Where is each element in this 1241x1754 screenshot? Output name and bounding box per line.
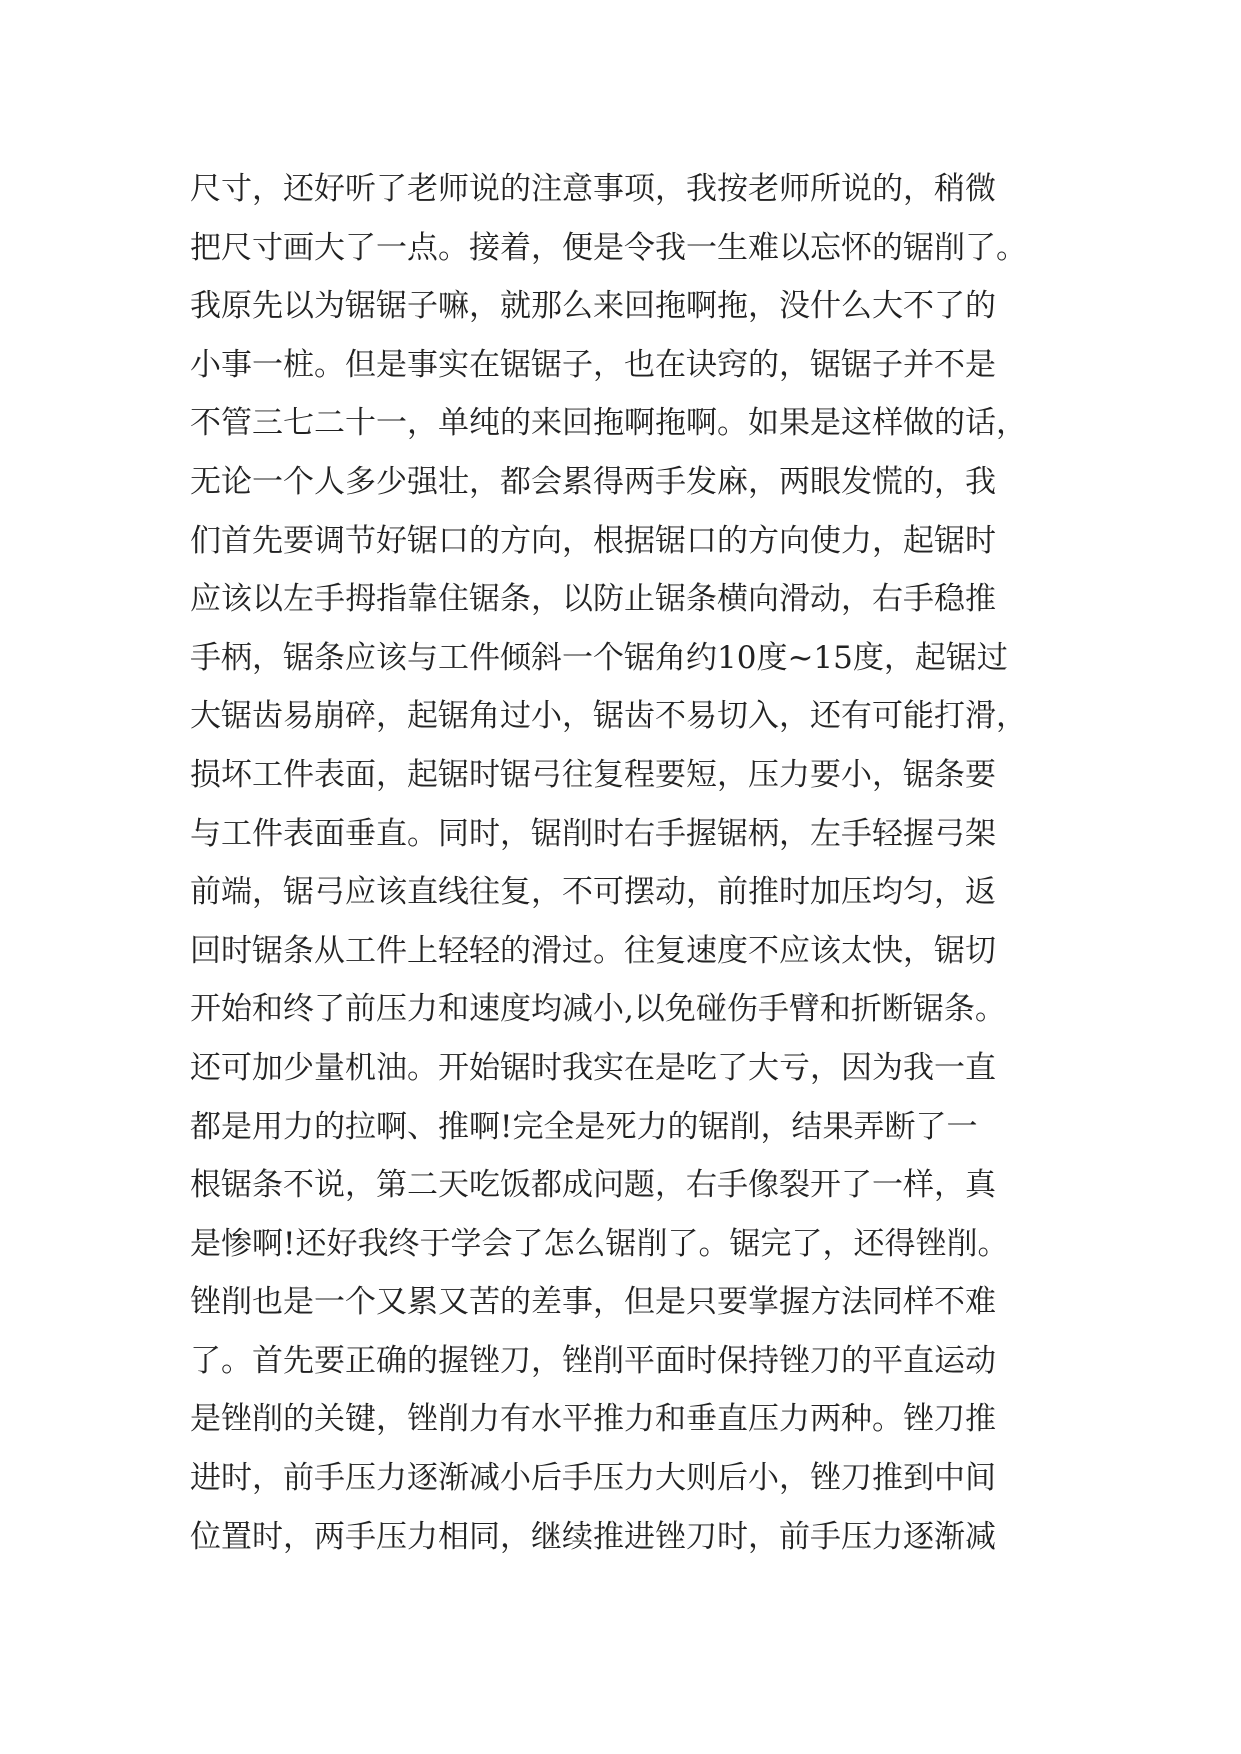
text-line: 小事一桩。但是事实在锯锯子，也在诀窍的，锯锯子并不是 [190, 346, 996, 383]
text-line: 与工件表面垂直。同时，锯削时右手握锯柄，左手轻握弓架 [190, 815, 996, 852]
text-line: 我原先以为锯锯子嘛，就那么来回拖啊拖，没什么大不了的 [190, 288, 996, 325]
text-line: 尺寸，还好听了老师说的注意事项，我按老师所说的，稍微 [190, 171, 996, 207]
text-line: 锉削也是一个又累又苦的差事，但是只要掌握方法同样不难 [190, 1284, 996, 1321]
text-line: 位置时，两手压力相同，继续推进锉刀时，前手压力逐渐减 [190, 1518, 996, 1555]
text-line: 应该以左手拇指靠住锯条，以防止锯条横向滑动，右手稳推 [190, 581, 996, 618]
text-line: 大锯齿易崩碎，起锯角过小，锯齿不易切入，还有可能打滑， [190, 698, 1027, 735]
text-line: 进时，前手压力逐渐减小后手压力大则后小，锉刀推到中间 [190, 1460, 996, 1497]
text-line: 开始和终了前压力和速度均减小,以免碰伤手臂和折断锯条。 [190, 991, 1006, 1028]
text-line: 损坏工件表面，起锯时锯弓往复程要短，压力要小，锯条要 [190, 756, 996, 793]
text-line: 根锯条不说，第二天吃饭都成问题，右手像裂开了一样，真 [190, 1167, 996, 1204]
text-line: 不管三七二十一，单纯的来回拖啊拖啊。如果是这样做的话， [190, 405, 1027, 442]
text-line: 把尺寸画大了一点。接着，便是令我一生难以忘怀的锯削了。 [190, 229, 1027, 266]
text-line: 无论一个人多少强壮，都会累得两手发麻，两眼发慌的，我 [190, 463, 996, 500]
text-line: 还可加少量机油。开始锯时我实在是吃了大亏，因为我一直 [190, 1049, 996, 1086]
text-line: 回时锯条从工件上轻轻的滑过。往复速度不应该太快，锯切 [190, 932, 996, 969]
text-line: 是锉削的关键，锉削力有水平推力和垂直压力两种。锉刀推 [190, 1401, 996, 1438]
text-line: 都是用力的拉啊、推啊!完全是死力的锯削，结果弄断了一 [190, 1108, 978, 1145]
text-line: 们首先要调节好锯口的方向，根据锯口的方向使力，起锯时 [190, 522, 996, 559]
text-line: 了。首先要正确的握锉刀，锉削平面时保持锉刀的平直运动 [190, 1342, 996, 1379]
text-line: 是惨啊!还好我终于学会了怎么锯削了。锯完了，还得锉削。 [190, 1225, 1009, 1262]
body-text [190, 160, 1070, 1566]
text-line: 前端，锯弓应该直线往复，不可摆动，前推时加压均匀，返 [190, 874, 996, 911]
text-line: 手柄，锯条应该与工件倾斜一个锯角约10度~15度，起锯过 [190, 639, 1008, 676]
